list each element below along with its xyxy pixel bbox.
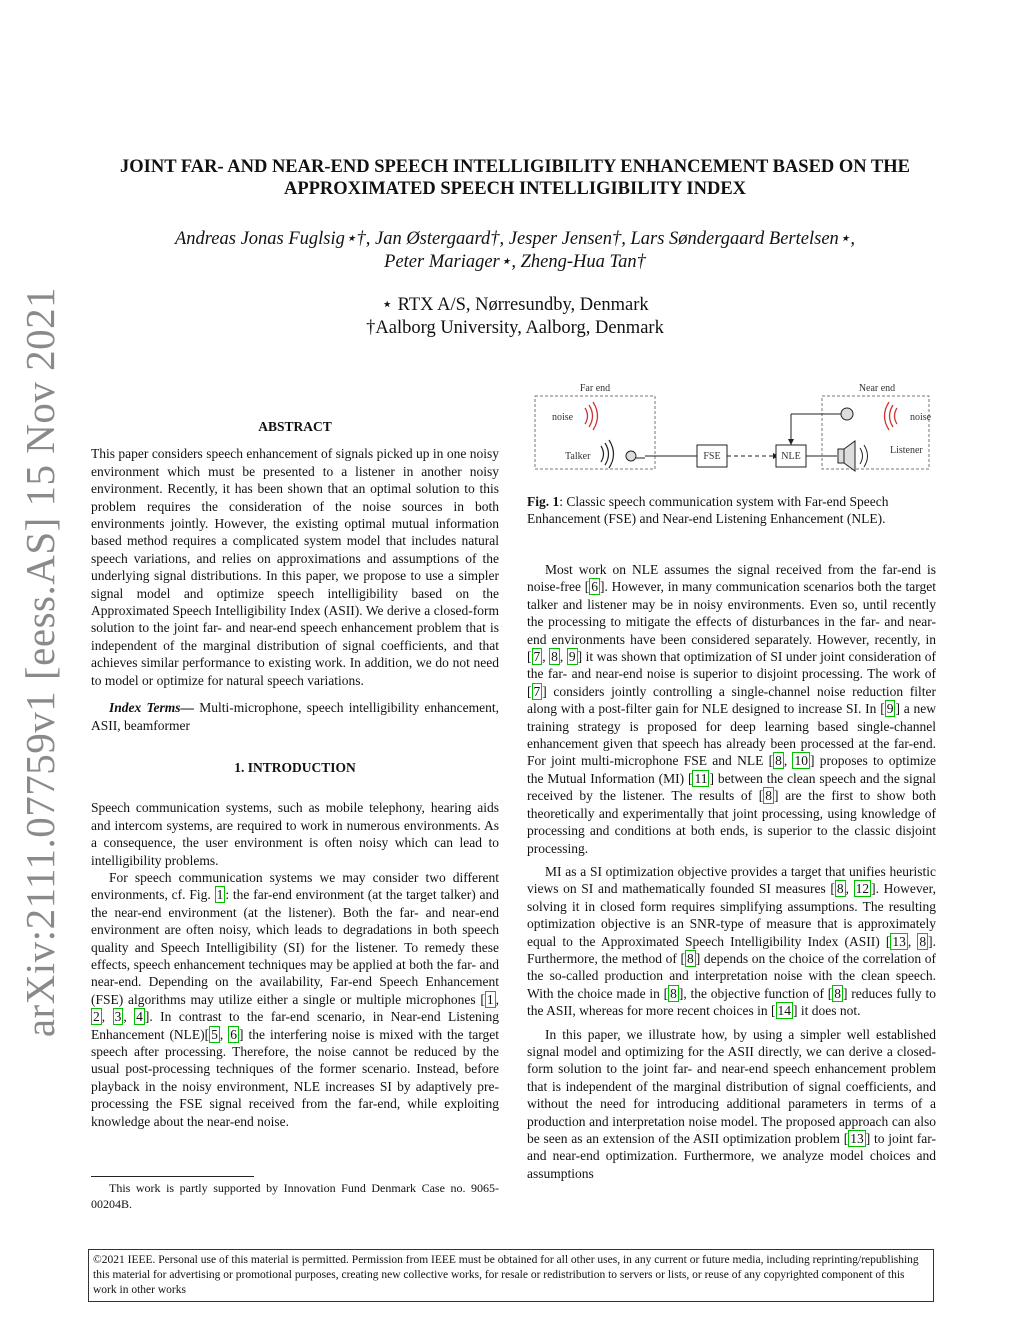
talker-sound-icon	[601, 440, 614, 468]
citation-link[interactable]: 8	[775, 753, 782, 769]
author-list	[100, 228, 930, 274]
paper-title: JOINT FAR- AND NEAR-END SPEECH INTELLIGIBILITY ENHANCEMENT BASED ON THE APPROXIMATED SPEECH INTELLIGIBILITY INDEX	[120, 157, 910, 199]
fig-ref-link[interactable]: 1	[216, 887, 224, 903]
noise-right-icon	[885, 402, 898, 430]
right-paragraph-2: MI as a SI optimization objective provides a target that unifies heuristic views on SI and mathematically founded SI measures [ 8 , 12 ]. However, solving it in closed form requires simplifying assumptions. The resulting optimization objective is an SNR-type of measure that is approximately equal to the Approximated Speech Intelligibility Index (ASII) [ 13 , 8 ]. Furthermore, the method of [ 8 ] depends on the choice of the correlation of the so-called production and interpretation noise with the clean speech. With the choice made in [ 8 ], the objective function of [ 8 ] reduces fully to the ASII, whereas for more recent choices in [ 14 ] it does not.	[527, 863, 937, 1019]
affiliation-2: †Aalborg University, Aalborg, Denmark	[366, 318, 664, 338]
footnote: This work is partly supported by Innovation Fund Denmark Case no. 9065-00204B.	[91, 1181, 499, 1211]
far-end-label: Far end	[579, 383, 611, 394]
right-column	[527, 561, 936, 1182]
citation-link[interactable]: 4	[136, 1009, 143, 1025]
microphone-left-icon	[626, 451, 645, 461]
authors-line-2: Peter Mariager⋆, Zheng-Hua Tan†	[384, 252, 646, 272]
citation-link[interactable]: 8	[765, 788, 772, 804]
caption-label: Fig. 1	[527, 494, 560, 509]
microphone-right-icon	[788, 408, 853, 445]
citation-link[interactable]: 13	[892, 933, 906, 949]
system-diagram	[527, 376, 936, 486]
noise-left-label: noise	[552, 412, 574, 423]
footnote-rule	[91, 1176, 254, 1177]
citation-link[interactable]: 8	[687, 950, 694, 966]
speaker-icon	[838, 441, 868, 471]
index-terms-label: Index Terms—	[109, 700, 194, 716]
talker-label: Talker	[565, 451, 591, 462]
citation-link[interactable]: 11	[694, 770, 708, 786]
near-end-label: Near end	[858, 383, 896, 394]
citation-link[interactable]: 3	[114, 1009, 122, 1025]
fse-label: FSE	[703, 451, 721, 462]
citation-link[interactable]: 7	[533, 649, 541, 665]
intro-paragraph-2: For speech communication systems we may consider two different environments, cf. Fig. 1 : the far-end environment (at the target talker) and the near-end environment (at the listener). Both the far- and near-end environment are often noisy, which leads to degradations in both speech quality and Speech Intelligibility (SI) for the listener. To remedy these effects, speech enhancement techniques may be applied at both the far- and near-end. Depending on the availability, Far-end Speech Enhancement (FSE) algorithms may utilize either a single or multiple microphones [ 1 , 2 , 3 , 4 ]. In contrast to the far-end scenario, in Near-end Listening Enhancement (NLE)[ 5 , 6 ] the interfering noise is mixed with the target speech after processing. Therefore, the noise cannot be reduced by the usual post-processing techniques of the former scenario. Instead, before playback in the noisy environment, NLE increases SI by adaptively pre-processing the FSE signal received from the far-end, while exploiting knowledge about the near-end noise.	[91, 869, 500, 1129]
abstract-text: This paper considers speech enhancement of signals picked up in one noisy environment which must be presented to a listener in another noisy environment. Recently, it has been shown that an optimal solution to this problem requires the consideration of the noise sources in both environments jointly. However, the existing optimal mutual information based method requires a complicated system model that includes natural speech variations, and relies on approximations and assumptions of the underlying signal distributions. In this paper, we propose to use a simpler signal model and optimize speech intelligibility based on the Approximated Speech Intelligibility Index (ASII). We derive a closed-form solution to the joint far- and near-end speech enhancement problem that is independent of the marginal distribution of signal coefficients, and that achieves similar performance to existing work. In addition, we do not need to model or optimize for natural speech variations.	[91, 446, 499, 688]
citation-link[interactable]: 8	[551, 649, 558, 665]
listener-label: Listener	[890, 445, 923, 456]
citation-link[interactable]: 9	[886, 701, 894, 717]
right-paragraph-1: Most work on NLE assumes the signal received from the far-end is noise-free [ 6 ]. However, in many communication scenarios both the target talker and listener may be in noisy environments. Even so, until recently the processing to mitigate the effects of disturbances in the far- and near-end environments have been considered separately. However, recently, in [ 7 , 8 , 9 ] it was shown that optimization of SI under joint consideration of the far- and near-end noise is superior to disjoint processing. The work of [ 7 ] considers jointly controlling a single-channel noise reduction filter along with a post-filter gain for NLE designed to increase SI. In [ 9 ] a new training strategy is proposed for deep learning based single-channel enhancement given that speech has already been processed at the far-end. For joint multi-microphone FSE and NLE [ 8 , 10 ] proposes to optimize the Mutual Information (MI) [ 11 ] between the clean speech and the signal received by the listener. The results of [ 8 ] are the first to show both theoretically and experimentally that joint processing, using knowledge of processing and conditions at both ends, is superior to the classic disjoint processing.	[527, 562, 937, 856]
arxiv-id: arXiv:2111.07759v1 [eess.AS] 15 Nov 2021	[17, 286, 63, 1038]
affiliations	[100, 294, 930, 340]
intro-heading: 1. INTRODUCTION	[234, 759, 356, 775]
noise-left-icon	[585, 402, 598, 430]
citation-link[interactable]: 14	[777, 1003, 792, 1019]
right-paragraph-3: In this paper, we illustrate how, by using a simpler well established signal model and optimizing for the ASII directly, we can derive a closed-form solution to the joint far- and near-end speech enhancement problem that is independent of the marginal distribution of signal coefficients, and without the need for introducing additional parameters in terms of a production and interpretation noise model. The proposed approach can also be seen as an extension of the ASII optimization problem [ 13 ] to joint far- and near-end optimization. Furthermore, we analyze model choices and assumptions	[527, 1026, 936, 1181]
citation-link[interactable]: 2	[93, 1009, 100, 1025]
citation-link[interactable]: 1	[486, 991, 494, 1007]
left-column	[91, 418, 499, 1130]
copyright-notice: ©2021 IEEE. Personal use of this material is permitted. Permission from IEEE must be obtained for all other uses, in any current or future media, including reprinting/republishing this material for advertising or promotional purposes, creating new collective works, for resale or redistribution to servers or lists, or reuse of any copyrighted component of this work in other works	[88, 1249, 934, 1302]
citation-link[interactable]: 8	[919, 933, 927, 949]
citation-link[interactable]: 8	[836, 881, 844, 897]
authors-line-1: Andreas Jonas Fuglsig⋆†, Jan Østergaard†, Jesper Jensen†, Lars Søndergaard Bertelsen⋆,	[174, 229, 855, 249]
index-terms	[91, 699, 499, 734]
citation-link[interactable]: 13	[850, 1131, 864, 1146]
intro-paragraph-1: Speech communication systems, such as mobile telephony, hearing aids and intercom systems, are required to work in numerous environments. As a consequence, the user environment is often noisy which can lead to intelligibility problems.	[91, 800, 499, 868]
citation-link[interactable]: 8	[834, 985, 842, 1001]
citation-link[interactable]: 7	[533, 683, 541, 699]
figure-caption	[527, 493, 936, 528]
diagram-svg	[527, 376, 936, 486]
caption-text: : Classic speech communication system with Far-end Speech Enhancement (FSE) and Near-end Listening Enhancement (NLE).	[527, 494, 889, 527]
citation-link[interactable]: 8	[670, 985, 677, 1001]
arxiv-sidebar	[12, 286, 72, 1038]
abstract-heading: ABSTRACT	[258, 419, 332, 434]
nle-label: NLE	[781, 451, 801, 462]
noise-right-label: noise	[910, 412, 932, 423]
affiliation-1: ⋆ RTX A/S, Nørresundby, Denmark	[381, 295, 649, 315]
citation-link[interactable]: 6	[591, 579, 598, 595]
citation-link[interactable]: 6	[230, 1026, 238, 1042]
citation-link[interactable]: 5	[211, 1026, 218, 1042]
citation-link[interactable]: 9	[568, 649, 576, 665]
citation-link[interactable]: 12	[855, 881, 870, 897]
index-terms-text: Multi-microphone, speech intelligibility enhancement, ASII, beamformer	[91, 700, 499, 733]
citation-link[interactable]: 10	[794, 753, 808, 769]
